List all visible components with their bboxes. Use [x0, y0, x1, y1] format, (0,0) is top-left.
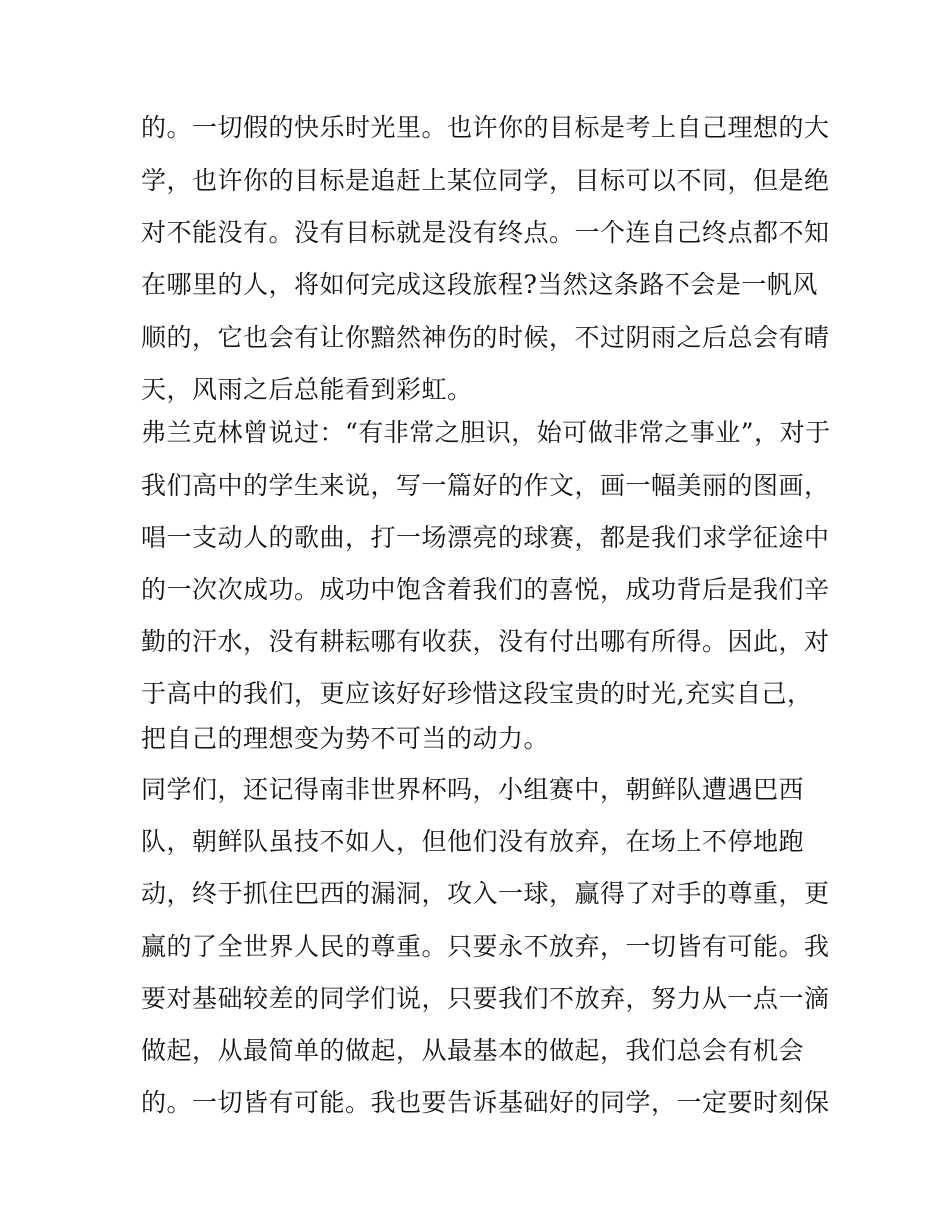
text-line: 勤的汗水，没有耕耘哪有收获，没有付出哪有所得。因此，对: [141, 627, 830, 656]
text-line: 要对基础较差的同学们说，只要我们不放弃，努力从一点一滴: [141, 984, 830, 1013]
text-line: 的。一切皆有可能。我也要告诉基础好的同学，一定要时刻保: [141, 1088, 830, 1117]
text-line: 赢的了全世界人民的尊重。只要永不放弃，一切皆有可能。我: [141, 932, 830, 961]
text-line: 于高中的我们，更应该好好珍惜这段宝贵的时光,充实自己，: [141, 679, 813, 708]
text-line: 队，朝鲜队虽技不如人，但他们没有放弃，在场上不停地跑: [141, 827, 805, 856]
text-line: 学，也许你的目标是追赶上某位同学，目标可以不同，但是绝: [141, 166, 830, 195]
text-line: 动，终于抓住巴西的漏洞，攻入一球，赢得了对手的尊重，更: [141, 879, 830, 908]
text-line: 在哪里的人，将如何完成这段旅程?当然这条路不会是一帆风: [141, 270, 818, 299]
text-line: 同学们，还记得南非世界杯吗，小组赛中，朝鲜队遭遇巴西: [141, 775, 805, 804]
text-line: 顺的，它也会有让你黯然神伤的时候，不过阴雨之后总会有晴: [141, 323, 830, 352]
text-line: 天，风雨之后总能看到彩虹。: [141, 375, 473, 404]
text-line: 对不能没有。没有目标就是没有终点。一个连自己终点都不知: [141, 218, 830, 247]
text-line: 唱一支动人的歌曲，打一场漂亮的球赛，都是我们求学征途中: [141, 523, 830, 552]
text-line: 的一次次成功。成功中饱含着我们的喜悦，成功背后是我们辛: [141, 575, 830, 604]
text-line: 我们高中的学生来说，写一篇好的作文，画一幅美丽的图画，: [141, 471, 830, 500]
text-line: 的。一切假的快乐时光里。也许你的目标是考上自己理想的大: [141, 113, 830, 142]
text-line: 弗兰克林曾说过：“有非常之胆识，始可做非常之事业”，对于: [141, 418, 831, 447]
text-line: 把自己的理想变为势不可当的动力。: [141, 724, 550, 753]
text-line: 做起，从最简单的做起，从最基本的做起，我们总会有机会: [141, 1036, 805, 1065]
